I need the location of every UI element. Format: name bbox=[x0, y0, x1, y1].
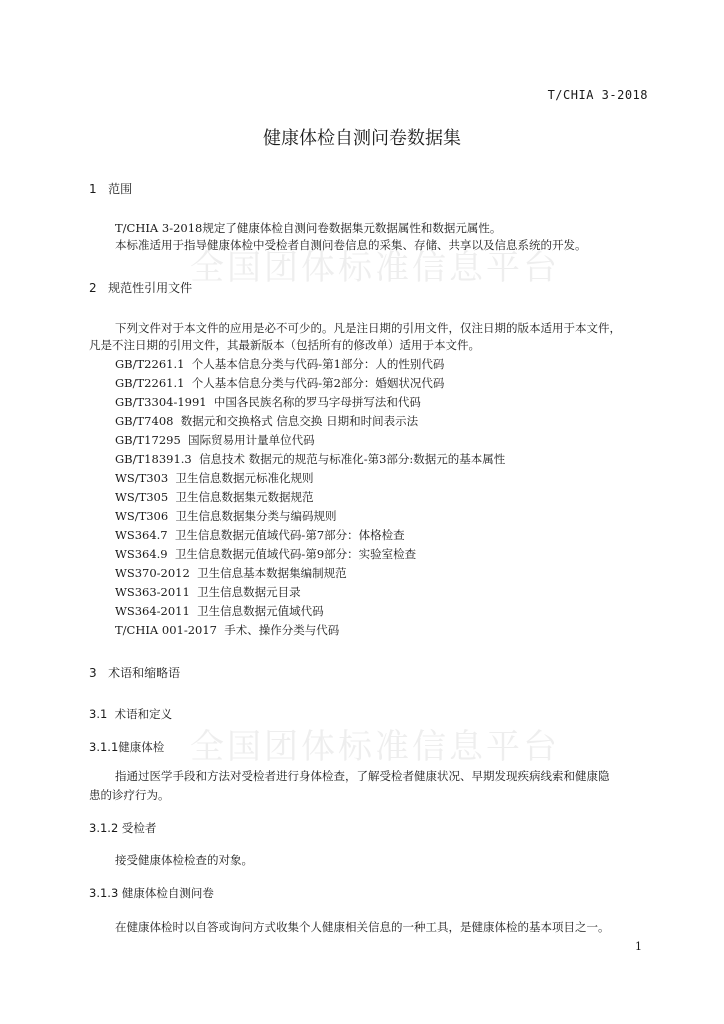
reference-title: 手术、操作分类与代码 bbox=[224, 623, 340, 637]
watermark: 全国团体标准信息平台 bbox=[190, 248, 560, 288]
reference-item bbox=[115, 527, 405, 543]
section-number: 3 bbox=[89, 666, 97, 680]
reference-code: GB/T3304-1991 bbox=[115, 395, 207, 409]
reference-title: 国际贸易用计量单位代码 bbox=[188, 433, 315, 447]
subsection-number: 3.1.3 bbox=[89, 886, 119, 900]
subsection-title: 受检者 bbox=[121, 821, 157, 835]
reference-title: 个人基本信息分类与代码-第1部分：人的性别代码 bbox=[191, 357, 445, 371]
reference-item bbox=[115, 470, 314, 486]
reference-title: 卫生信息基本数据集编制规范 bbox=[197, 566, 347, 580]
reference-code: GB/T18391.3 bbox=[115, 452, 192, 466]
section-3-heading bbox=[89, 664, 180, 681]
paragraph: 下列文件对于本文件的应用是必不可少的。凡是注日期的引用文件，仅注日期的版本适用于本文件， bbox=[115, 321, 621, 335]
section-1-heading bbox=[89, 180, 132, 197]
subsection-title: 健康体检 bbox=[118, 740, 165, 754]
subsection-number: 3.1.1 bbox=[89, 740, 119, 754]
reference-code: WS364.7 bbox=[115, 528, 168, 542]
paragraph: T/CHIA 3-2018规定了健康体检自测问卷数据集元数据属性和数据元属性。 bbox=[115, 221, 502, 235]
subsection-3-1-heading bbox=[89, 706, 172, 722]
reference-item bbox=[115, 375, 444, 391]
section-title: 术语和缩略语 bbox=[108, 666, 181, 680]
reference-code: GB/T17295 bbox=[115, 433, 181, 447]
subsection-3-1-3-heading bbox=[89, 885, 214, 901]
reference-item bbox=[115, 584, 301, 600]
reference-item bbox=[115, 508, 337, 524]
reference-title: 卫生信息数据元标准化规则 bbox=[175, 471, 314, 485]
reference-code: WS364-2011 bbox=[115, 604, 190, 618]
reference-title: 卫生信息数据元目录 bbox=[197, 585, 301, 599]
reference-code: WS/T306 bbox=[115, 509, 169, 523]
subsection-3-1-1-heading bbox=[89, 739, 164, 755]
reference-title: 卫生信息数据集分类与编码规则 bbox=[175, 509, 337, 523]
section-number: 1 bbox=[89, 182, 97, 196]
reference-item bbox=[115, 622, 339, 638]
section-title: 范围 bbox=[108, 182, 133, 196]
reference-code: WS364.9 bbox=[115, 547, 168, 561]
reference-title: 信息技术 数据元的规范与标准化-第3部分:数据元的基本属性 bbox=[199, 452, 506, 466]
reference-code: T/CHIA 001-2017 bbox=[115, 623, 217, 637]
subsection-number: 3.1.2 bbox=[89, 821, 119, 835]
reference-item bbox=[115, 489, 314, 505]
reference-code: GB/T7408 bbox=[115, 414, 174, 428]
paragraph: 本标准适用于指导健康体检中受检者自测问卷信息的采集、存储、共享以及信息系统的开发。 bbox=[115, 238, 587, 252]
subsection-3-1-2-heading bbox=[89, 820, 156, 836]
reference-item bbox=[115, 432, 315, 448]
reference-item bbox=[115, 546, 416, 562]
reference-code: WS/T305 bbox=[115, 490, 169, 504]
reference-title: 卫生信息数据元值域代码-第9部分：实验室检查 bbox=[174, 547, 417, 561]
section-2-heading bbox=[89, 279, 192, 296]
reference-item bbox=[115, 413, 418, 429]
paragraph: 接受健康体检检查的对象。 bbox=[115, 853, 253, 867]
reference-item bbox=[115, 565, 347, 581]
reference-title: 卫生信息数据集元数据规范 bbox=[175, 490, 314, 504]
subsection-title: 术语和定义 bbox=[114, 707, 173, 721]
reference-item bbox=[115, 356, 444, 372]
reference-code: GB/T2261.1 bbox=[115, 357, 185, 371]
reference-code: WS370-2012 bbox=[115, 566, 190, 580]
document-title: 健康体检自测问卷数据集 bbox=[263, 128, 461, 149]
subsection-title: 健康体检自测问卷 bbox=[121, 886, 214, 900]
reference-title: 卫生信息数据元值域代码 bbox=[197, 604, 324, 618]
reference-title: 卫生信息数据元值域代码-第7部分：体格检查 bbox=[174, 528, 405, 542]
subsection-number: 3.1 bbox=[89, 707, 108, 721]
reference-code: GB/T2261.1 bbox=[115, 376, 185, 390]
reference-title: 数据元和交换格式 信息交换 日期和时间表示法 bbox=[180, 414, 419, 428]
page-number: 1 bbox=[635, 940, 642, 953]
paragraph: 凡是不注日期的引用文件，其最新版本（包括所有的修改单）适用于本文件。 bbox=[89, 338, 480, 352]
reference-title: 个人基本信息分类与代码-第2部分：婚姻状况代码 bbox=[191, 376, 445, 390]
paragraph: 在健康体检时以自答或询问方式收集个人健康相关信息的一种工具，是健康体检的基本项目之一。 bbox=[115, 920, 610, 934]
paragraph: 患的诊疗行为。 bbox=[89, 788, 170, 802]
section-number: 2 bbox=[89, 281, 97, 295]
reference-item bbox=[115, 603, 324, 619]
reference-code: WS/T303 bbox=[115, 471, 169, 485]
reference-item bbox=[115, 451, 505, 467]
paragraph: 指通过医学手段和方法对受检者进行身体检查，了解受检者健康状况、早期发现疾病线索和健康隐 bbox=[115, 769, 610, 783]
reference-item bbox=[115, 394, 421, 410]
reference-code: WS363-2011 bbox=[115, 585, 190, 599]
standard-code: T/CHIA 3-2018 bbox=[547, 88, 648, 102]
section-title: 规范性引用文件 bbox=[108, 281, 193, 295]
reference-title: 中国各民族名称的罗马字母拼写法和代码 bbox=[213, 395, 421, 409]
watermark: 全国团体标准信息平台 bbox=[190, 727, 560, 767]
